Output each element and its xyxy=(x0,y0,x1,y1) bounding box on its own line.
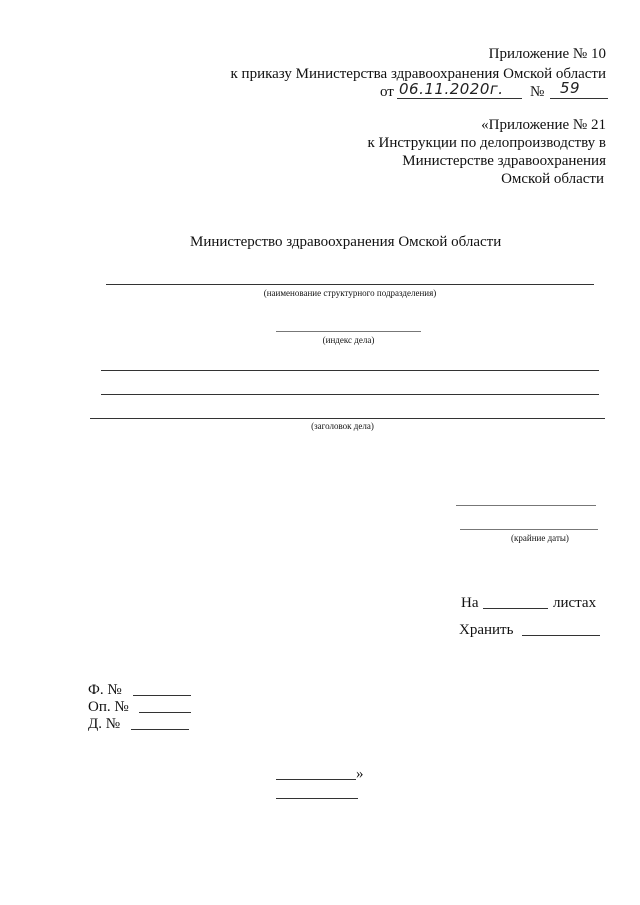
date-range-caption: (крайние даты) xyxy=(511,533,569,543)
appendix-heading: Приложение № 10 xyxy=(488,46,606,62)
start-date-line xyxy=(456,505,596,506)
sheets-count-line xyxy=(483,608,548,609)
instruction-reference: к Инструкции по делопроизводству в xyxy=(367,135,606,151)
number-label: № xyxy=(530,84,545,100)
structural-unit-caption: (наименование структурного подразделения) xyxy=(263,288,437,298)
closing-line-2 xyxy=(276,798,358,799)
order-number-handwritten: 59 xyxy=(560,79,581,97)
region-reference: Омской области xyxy=(501,171,604,187)
end-date-line xyxy=(460,529,598,530)
case-title-caption: (заголовок дела) xyxy=(311,421,374,431)
sheets-suffix: листах xyxy=(553,595,597,611)
case-title-line-3 xyxy=(90,418,605,419)
case-number-label: Д. № xyxy=(88,716,121,732)
inventory-number-line xyxy=(139,712,191,713)
sheets-prefix: На xyxy=(461,595,479,611)
closing-quote: » xyxy=(356,766,364,782)
order-date-line xyxy=(397,98,522,99)
case-title-line-1 xyxy=(101,370,599,371)
from-label: от xyxy=(380,84,394,100)
ministry-reference: Министерстве здравоохранения xyxy=(402,153,606,169)
fund-label: Ф. № xyxy=(88,682,122,698)
sub-appendix-heading: «Приложение № 21 xyxy=(481,117,606,133)
ministry-title: Министерство здравоохранения Омской области xyxy=(190,234,502,250)
case-number-line xyxy=(131,729,189,730)
case-index-caption: (индекс дела) xyxy=(322,335,375,345)
closing-line-1 xyxy=(276,779,356,780)
inventory-label: Оп. № xyxy=(88,699,129,715)
order-date-handwritten: 06.11.2020г. xyxy=(399,80,504,98)
order-number-line xyxy=(550,98,608,99)
keep-label: Хранить xyxy=(459,622,514,638)
case-title-line-2 xyxy=(101,394,599,395)
fund-number-line xyxy=(133,695,191,696)
case-index-line xyxy=(276,331,421,332)
order-reference: к приказу Министерства здравоохранения Омской области xyxy=(230,66,606,82)
keep-period-line xyxy=(522,635,600,636)
structural-unit-line xyxy=(106,284,594,285)
